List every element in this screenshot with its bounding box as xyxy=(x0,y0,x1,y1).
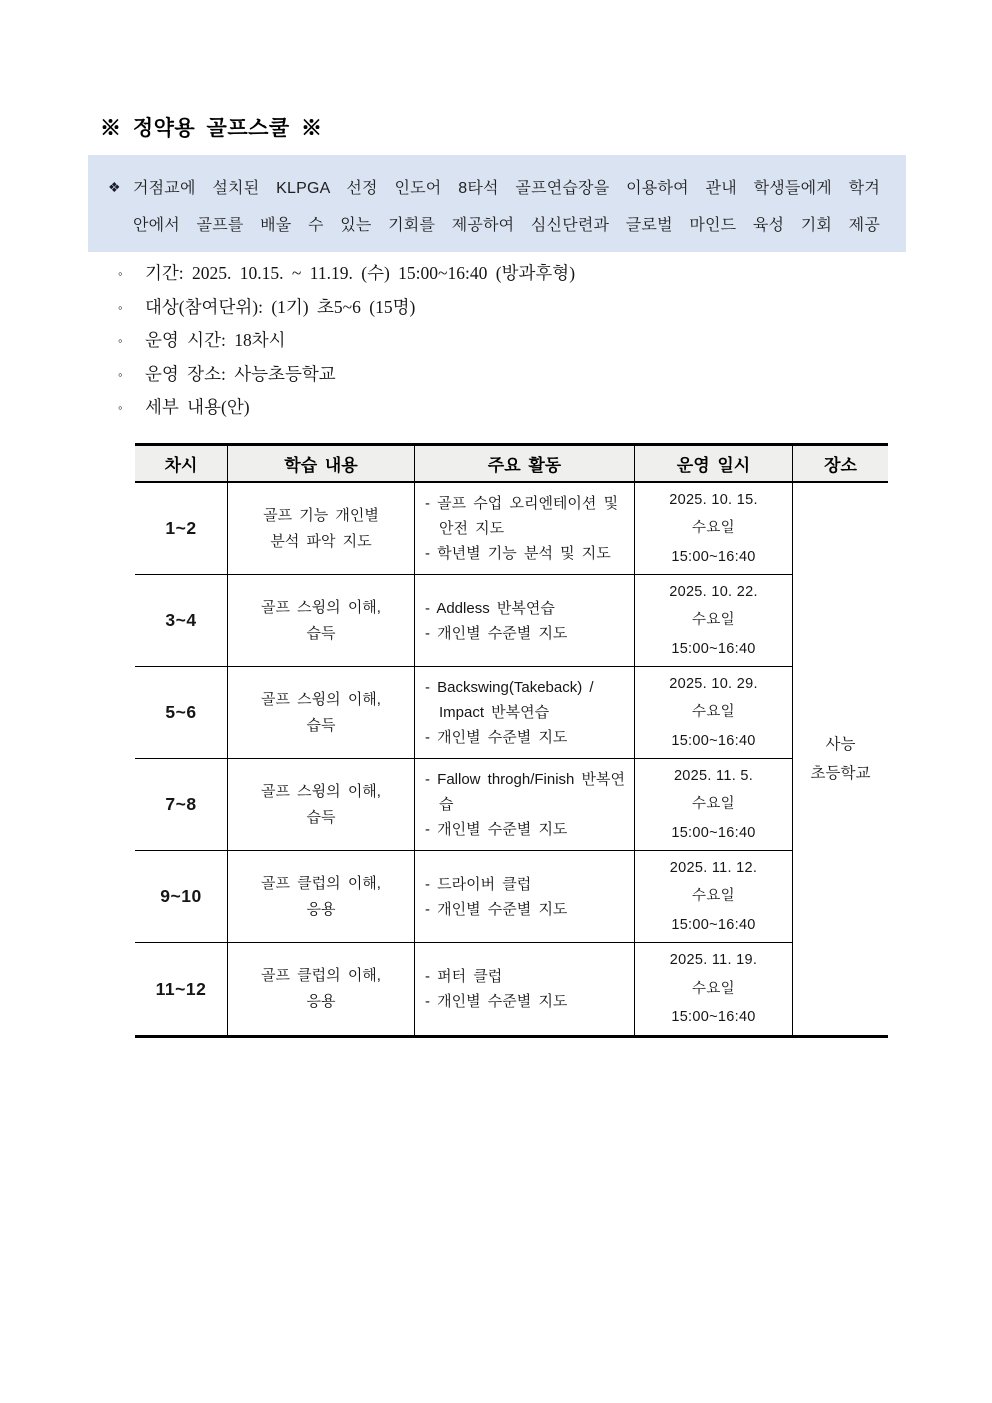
content-cell: 골프 클럽의 이해, 응용 xyxy=(228,943,415,1035)
circle-bullet-icon: ◦ xyxy=(118,400,123,415)
activity-cell: - 퍼터 클럽 - 개인별 수준별 지도 xyxy=(415,943,635,1035)
date-cell: 2025. 11. 12. 수요일 15:00~16:40 xyxy=(635,851,793,943)
list-item-text: 세부 내용(안) xyxy=(145,397,250,417)
list-item-text: 기간: 2025. 10.15. ~ 11.19. (수) 15:00~16:40 (방과후형) xyxy=(145,263,576,283)
session-cell: 7~8 xyxy=(135,759,228,851)
content-cell: 골프 기능 개인별 분석 파악 지도 xyxy=(228,483,415,575)
activity-cell: - Fallow throgh/Finish 반복연습 - 개인별 수준별 지도 xyxy=(415,759,635,851)
date-cell: 2025. 10. 15. 수요일 15:00~16:40 xyxy=(635,483,793,575)
activity-cell: - 드라이버 클럽 - 개인별 수준별 지도 xyxy=(415,851,635,943)
info-bullet-list xyxy=(118,260,898,428)
date-cell: 2025. 11. 5. 수요일 15:00~16:40 xyxy=(635,759,793,851)
list-item xyxy=(118,260,898,294)
table-row xyxy=(135,667,888,759)
table-row xyxy=(135,759,888,851)
schedule-table-container xyxy=(135,443,888,1038)
content-cell: 골프 클럽의 이해, 응용 xyxy=(228,851,415,943)
list-item xyxy=(118,294,898,328)
circle-bullet-icon: ◦ xyxy=(118,333,123,348)
circle-bullet-icon: ◦ xyxy=(118,266,123,281)
content-cell: 골프 스윙의 이해, 습득 xyxy=(228,667,415,759)
session-cell: 11~12 xyxy=(135,943,228,1035)
table-header-row xyxy=(135,446,888,483)
session-cell: 3~4 xyxy=(135,575,228,667)
highlight-box xyxy=(88,155,906,252)
diamond-bullet-icon: ❖ xyxy=(108,179,121,195)
schedule-table xyxy=(135,443,888,1038)
header-date: 운영 일시 xyxy=(635,446,793,483)
session-cell: 5~6 xyxy=(135,667,228,759)
list-item-text: 운영 장소: 사능초등학교 xyxy=(145,363,336,384)
activity-cell: - 골프 수업 오리엔테이션 및 안전 지도 - 학년별 기능 분석 및 지도 xyxy=(415,483,635,575)
list-item xyxy=(118,394,898,428)
table-row xyxy=(135,943,888,1035)
list-item xyxy=(118,361,898,395)
activity-cell: - Backswing(Takeback) / Impact 반복연습 - 개인별 수준별 지도 xyxy=(415,667,635,759)
date-cell: 2025. 11. 19. 수요일 15:00~16:40 xyxy=(635,943,793,1035)
header-activity: 주요 활동 xyxy=(415,446,635,483)
table-row xyxy=(135,483,888,575)
list-item-text: 운영 시간: 18차시 xyxy=(145,330,286,350)
location-merged-cell: 사능 초등학교 xyxy=(810,736,871,782)
circle-bullet-icon: ◦ xyxy=(118,366,123,382)
circle-bullet-icon: ◦ xyxy=(118,299,123,315)
date-cell: 2025. 10. 22. 수요일 15:00~16:40 xyxy=(635,575,793,667)
header-session: 차시 xyxy=(135,446,228,483)
table-row xyxy=(135,575,888,667)
list-item xyxy=(118,327,898,361)
table-row xyxy=(135,851,888,943)
date-cell: 2025. 10. 29. 수요일 15:00~16:40 xyxy=(635,667,793,759)
list-item-text: 대상(참여단위): (1기) 초5~6 (15명) xyxy=(145,296,416,317)
header-location: 장소 xyxy=(793,446,888,483)
header-content: 학습 내용 xyxy=(228,446,415,483)
activity-cell: - Addless 반복연습 - 개인별 수준별 지도 xyxy=(415,575,635,667)
page-title: ※ 정약용 골프스쿨 ※ xyxy=(100,117,323,140)
session-cell: 9~10 xyxy=(135,851,228,943)
content-cell: 골프 스윙의 이해, 습득 xyxy=(228,575,415,667)
content-cell: 골프 스윙의 이해, 습득 xyxy=(228,759,415,851)
session-cell: 1~2 xyxy=(135,483,228,575)
highlight-box-text: 거점교에 설치된 KLPGA 선정 인도어 8타석 골프연습장을 이용하여 관내 학생들에게 학겨 안에서 골프를 배울 수 있는 기회를 제공하여 심신단련과 글로벌 마인드 육성 기회 제공 xyxy=(133,180,880,234)
